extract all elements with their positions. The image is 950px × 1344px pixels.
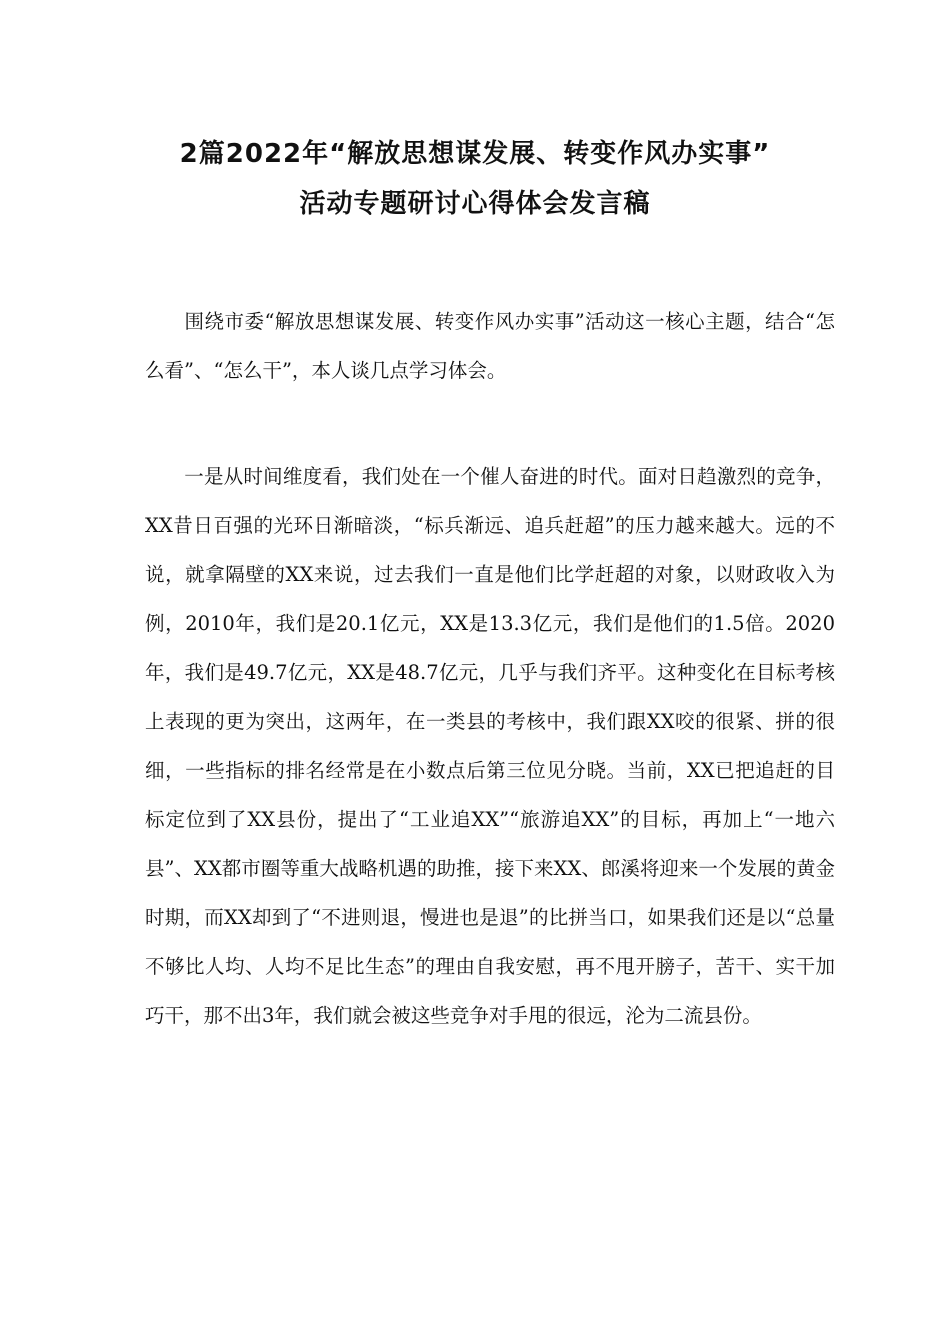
paragraph-intro-text: 围绕市委“解放思想谋发展、转变作风办实事”活动这一核心主题，结合“怎么看”、“怎么干”，本人谈几点学习体会。	[145, 310, 835, 382]
paragraph-time-dimension-text: 一是从时间维度看，我们处在一个催人奋进的时代。面对日趋激烈的竞争，XX昔日百强的光环日渐暗淡，“标兵渐远、追兵赶超”的压力越来越大。远的不说，就拿隔壁的XX来说，过去我们一直是他们比学赶超的对象，以财政收入为例，2010年，我们是20.1亿元，XX是13.3亿元，我们是他们的1.5倍。2020年，我们是49.7亿元，XX是48.7亿元，几乎与我们齐平。这种变化在目标考核上表现的更为突出，这两年，在一类县的考核中，我们跟XX咬的很紧、拼的很细，一些指标的排名经常是在小数点后第三位见分晓。当前，XX已把追赶的目标定位到了XX县份，提出了“工业追XX”“旅游追XX”的目标，再加上“一地六县”、XX都市圈等重大战略机遇的助推，接下来XX、郎溪将迎来一个发展的黄金时期，而XX却到了“不进则退，慢进也是退”的比拼当口，如果我们还是以“总量不够比人均、人均不足比生态”的理由自我安慰，再不甩开膀子，苦干、实干加巧干，那不出3年，我们就会被这些竞争对手甩的很远，沦为二流县份。	[145, 465, 835, 1027]
document-title-line-1: 2篇2022年“解放思想谋发展、转变作风办实事”	[179, 139, 771, 169]
paragraph-time-dimension	[145, 452, 835, 1040]
paragraph-intro	[145, 297, 835, 395]
document-title-line-2: 活动专题研讨心得体会发言稿	[299, 189, 651, 219]
